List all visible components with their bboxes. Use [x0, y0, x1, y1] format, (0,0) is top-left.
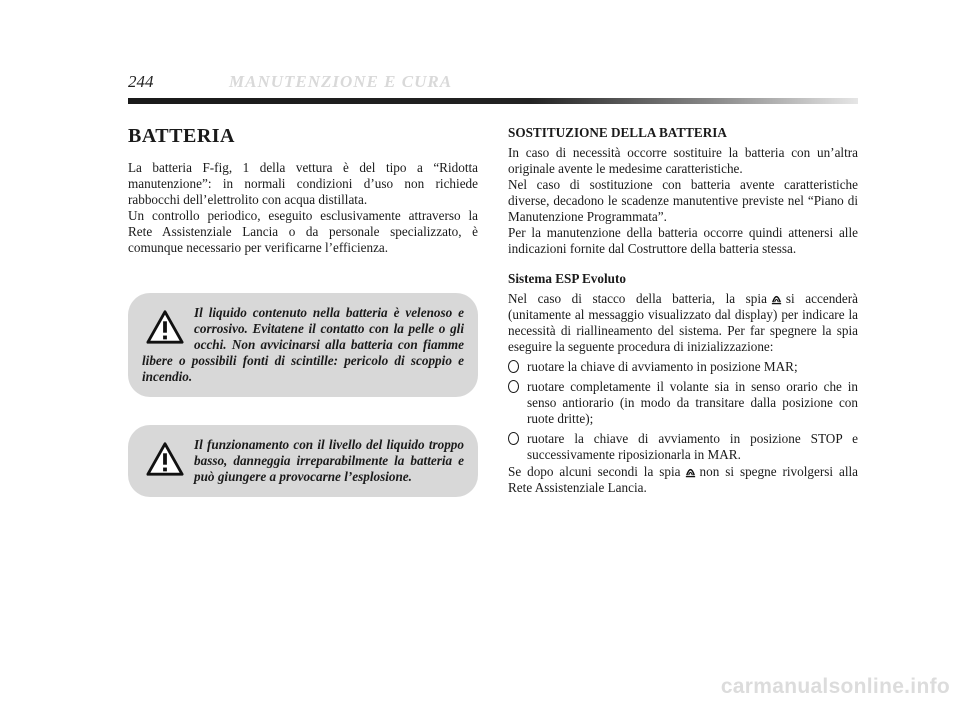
- esp-warning-lamp-icon: [684, 465, 697, 478]
- watermark-link[interactable]: carmanualsonline.info: [720, 675, 950, 698]
- step-text: ruotare la chiave di avviamento in posizione STOP e successivamente riposizionarla in MAR.: [527, 431, 858, 462]
- bullet-icon: [508, 360, 519, 373]
- warning-box-level: [128, 425, 478, 497]
- header-title: MANUTENZIONE E CURA: [229, 72, 453, 91]
- sostituzione-p1: In caso di necessità occorre sostituire la batteria con un’altra originale avente le medesime caratteristiche.: [508, 145, 858, 176]
- page-number: 244: [128, 72, 154, 91]
- list-item: [508, 431, 858, 463]
- batteria-paragraph-2: Un controllo periodico, eseguito esclusivamente attraverso la Rete Assistenziale Lancia o da personale specializzato, è comunque necessario per verificarne l’efficienza.: [128, 208, 478, 255]
- header-rule: [128, 98, 858, 104]
- list-item: [508, 379, 858, 427]
- warning-box-liquid: [128, 293, 478, 397]
- batteria-paragraph: La batteria F-fig, 1 della vettura è del tipo a “Ridotta manutenzione”: in normali condizioni d’uso non richiede rabbocchi dell’elettrolito con acqua distillata.: [128, 160, 478, 207]
- procedure-list: [508, 359, 858, 463]
- right-column: [508, 125, 858, 496]
- bullet-icon: [508, 432, 519, 445]
- step-text: ruotare la chiave di avviamento in posizione MAR;: [527, 359, 798, 374]
- sostituzione-p2: Nel caso di sostituzione con batteria avente caratteristiche diverse, decadono le scadenze manutentive previste nel “Piano di Manutenzione Programmata”.: [508, 177, 858, 224]
- left-column: [128, 125, 478, 256]
- sostituzione-p3: Per la manutenzione della batteria occorre quindi attenersi alle indicazioni fornite dal Costruttore della batteria stessa.: [508, 225, 858, 256]
- final-paragraph-start: Se dopo alcuni secondi la spia: [508, 464, 681, 479]
- esp-paragraph-start: Nel caso di stacco della batteria, la spia: [508, 291, 767, 306]
- esp-title: Sistema ESP Evoluto: [508, 271, 626, 286]
- list-item: [508, 359, 858, 375]
- warning-text-liquid: Il liquido contenuto nella batteria è velenoso e corrosivo. Evitatene il contatto con la pelle o gli occhi. Non avvicinarsi alla batteria con fiamme libere o possibili fonti di scintille: pericolo di scoppio e incendio.: [142, 305, 464, 384]
- final-paragraph-end: non si spegne rivolgersi alla Rete Assistenziale Lancia.: [508, 464, 859, 495]
- bullet-icon: [508, 380, 519, 393]
- esp-paragraph-end: si accenderà (unitamente al messaggio visualizzato dal display) per indicare la necessità di riallineamento del sistema. Per far spegnere la spia eseguire la seguente procedura di inizializzazione:: [508, 291, 858, 354]
- step-text: ruotare completamente il volante sia in senso orario che in senso antiorario (in modo da transitare dalla posizione con ruote dritte);: [527, 379, 858, 426]
- esp-paragraph: [508, 291, 858, 355]
- section-title-batteria: BATTERIA: [128, 125, 235, 147]
- section-title-sostituzione: SOSTITUZIONE DELLA BATTERIA: [508, 125, 727, 140]
- esp-warning-lamp-icon: [770, 292, 783, 305]
- warning-triangle-icon: [146, 441, 184, 477]
- final-paragraph: [508, 464, 858, 496]
- warning-triangle-icon: [146, 309, 184, 345]
- warning-text-level: Il funzionamento con il livello del liquido troppo basso, danneggia irreparabilmente la batteria e può giungere a provocarne l’esplosione.: [194, 437, 464, 484]
